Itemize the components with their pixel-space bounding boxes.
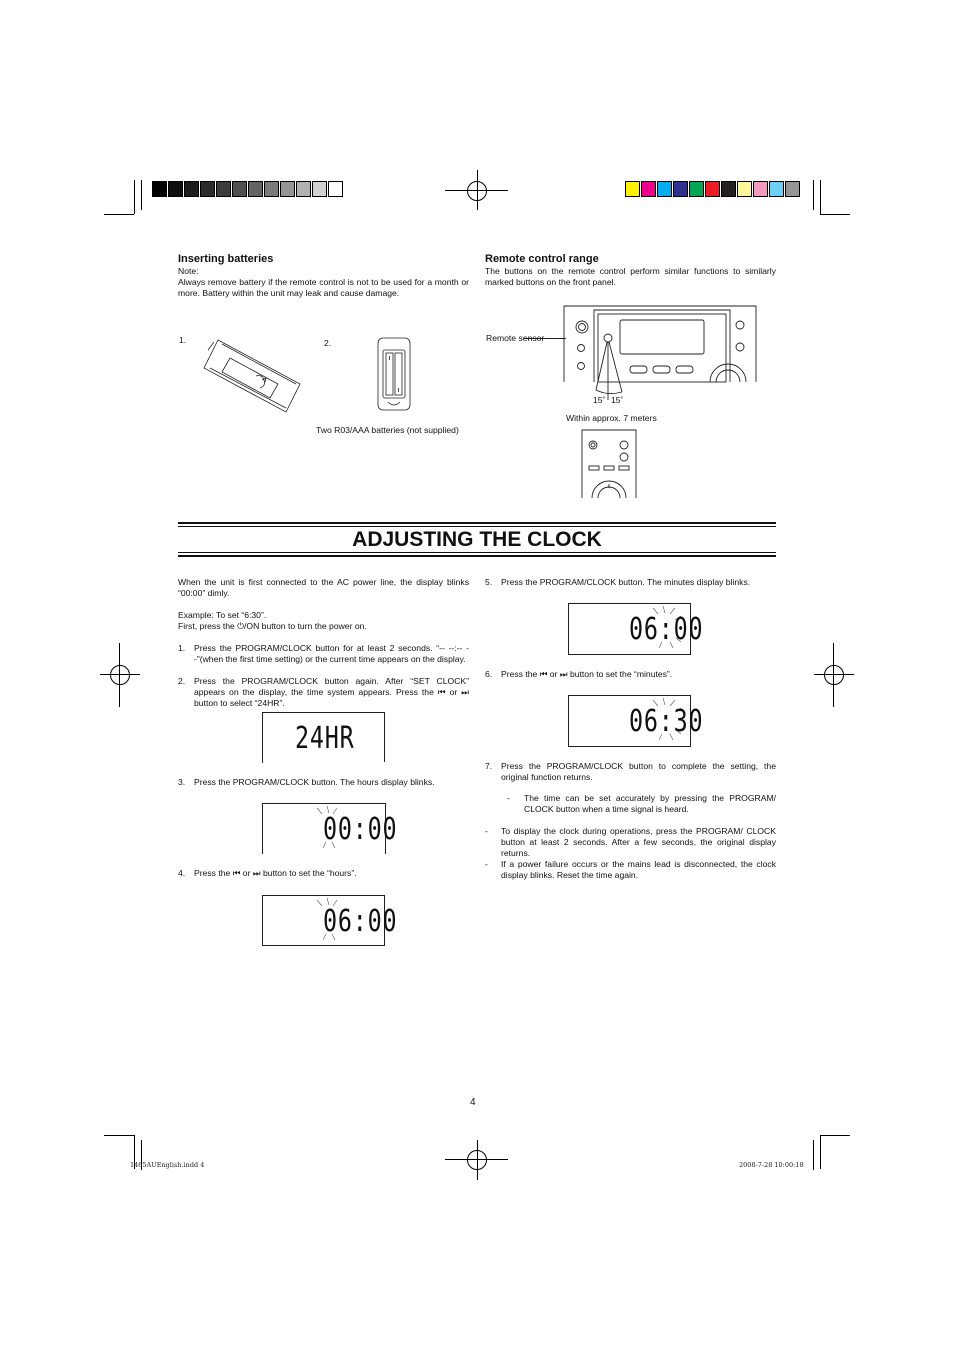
display-hours-text: 00:00: [323, 812, 398, 847]
calibration-swatch: [641, 181, 656, 197]
display-24hr-text: 24HR: [295, 721, 355, 756]
calibration-swatch: [200, 181, 215, 197]
title-rule-top-thick: [178, 522, 776, 524]
calibration-swatch: [152, 181, 167, 197]
display-hours-set-text: 06:00: [323, 904, 398, 939]
note-text: Always remove battery if the remote control is not to be used for a month or more. Battery within the unit may leak and cause damage.: [178, 277, 469, 298]
calibration-swatch: [248, 181, 263, 197]
step4-text: Press the ⏮ or ⏭ button to set the “hours”.: [194, 868, 357, 878]
display-24hr: [262, 712, 385, 763]
angle-right-label: 15˚: [611, 395, 624, 405]
calibration-swatch: [721, 181, 736, 197]
display-hours-set: [262, 895, 398, 946]
calibration-swatch: [216, 181, 231, 197]
title-rule-bottom-thick: [178, 555, 776, 557]
step5-number: 5.: [485, 577, 493, 587]
calibration-swatch: [673, 181, 688, 197]
step2-text: Press the PROGRAM/CLOCK button again. After “SET CLOCK” appears on the display, the time system appears. Press the ⏮ or ⏭ button to select “24HR”.: [194, 676, 469, 708]
step3-text: Press the PROGRAM/CLOCK button. The hours display blinks.: [194, 777, 435, 787]
sub-note-text: The time can be set accurately by pressing the PROGRAM/ CLOCK button when a time signal is heard.: [524, 793, 776, 814]
section-title: ADJUSTING THE CLOCK: [352, 528, 602, 551]
display-hours-blink: [262, 803, 398, 854]
calibration-swatch: [280, 181, 295, 197]
battery-caption: Two R03/AAA batteries (not supplied): [316, 425, 459, 435]
calibration-swatch: [232, 181, 247, 197]
title-rule-bottom-thin: [178, 552, 776, 553]
page-number: 4: [470, 1097, 476, 1108]
distance-label: Within approx. 7 meters: [566, 413, 657, 423]
remote-range-heading: Remote control range: [485, 253, 599, 265]
step4-number: 4.: [178, 868, 186, 878]
step7-text: Press the PROGRAM/CLOCK button to complete the setting, the original function returns.: [501, 761, 776, 782]
calibration-swatch: [312, 181, 327, 197]
bullet1-dash: -: [485, 826, 488, 836]
display-24hr-edge: [384, 712, 385, 762]
remote-range-text: The buttons on the remote control perform similar functions to similarly marked buttons on the front panel.: [485, 266, 776, 287]
calibration-swatch: [625, 181, 640, 197]
step3-number: 3.: [178, 777, 186, 787]
calibration-swatch: [705, 181, 720, 197]
remote-control-illustration: [580, 428, 640, 500]
step1-number: 1.: [178, 643, 186, 653]
calibration-swatch: [769, 181, 784, 197]
step6-number: 6.: [485, 669, 493, 679]
angle-left-label: 15˚: [593, 395, 606, 405]
sub-note-dash: -: [507, 793, 510, 803]
intro-text: When the unit is first connected to the AC power line, the display blinks “00:00” dimly.: [178, 577, 469, 598]
calibration-swatch: [657, 181, 672, 197]
remote-battery-compartment-illustration: [376, 336, 412, 412]
remote-sensor-label: Remote sensor: [486, 333, 545, 343]
battery-step2-label: 2.: [324, 338, 332, 348]
bullet2-text: If a power failure occurs or the mains lead is disconnected, the clock display blinks. Reset the time again.: [501, 859, 776, 880]
calibration-swatch: [737, 181, 752, 197]
note-label: Note:: [178, 266, 199, 276]
display-minutes-text: 06:00: [629, 612, 704, 647]
bullet2-dash: -: [485, 859, 488, 869]
step2-number: 2.: [178, 676, 186, 686]
display-minutes-set: [568, 695, 704, 747]
display-minutes-set-text: 06:30: [629, 704, 704, 739]
step6-text: Press the ⏮ or ⏭ button to set the “minutes”.: [501, 669, 673, 679]
calibration-swatch: [168, 181, 183, 197]
first-step-text: First, press the ⏻/ON button to turn the power on.: [178, 621, 367, 631]
calibration-swatch: [753, 181, 768, 197]
step7-number: 7.: [485, 761, 493, 771]
inserting-batteries-heading: Inserting batteries: [178, 253, 274, 265]
step1-text: Press the PROGRAM/CLOCK button for at least 2 seconds. “-- --:-- --”(when the first time setting) or the current time appears on the display.: [194, 643, 469, 664]
remote-cover-illustration: [200, 332, 305, 420]
calibration-swatch: [264, 181, 279, 197]
display-minutes-blink: [568, 603, 704, 655]
calibration-swatch: [184, 181, 199, 197]
example-text: Example: To set “6:30”.: [178, 610, 267, 620]
calibration-swatch: [689, 181, 704, 197]
battery-step1-label: 1.: [179, 335, 187, 345]
bullet1-text: To display the clock during operations, press the PROGRAM/ CLOCK button at least 2 seconds. After a few seconds, the original display returns.: [501, 826, 776, 858]
footer-timestamp: 2008-7-28 10:00:18: [739, 1161, 804, 1169]
calibration-swatch: [785, 181, 800, 197]
calibration-swatch: [328, 181, 343, 197]
calibration-swatch: [296, 181, 311, 197]
footer-file-name: 1465AUEnglish.indd 4: [130, 1161, 205, 1169]
step5-text: Press the PROGRAM/CLOCK button. The minutes display blinks.: [501, 577, 751, 587]
